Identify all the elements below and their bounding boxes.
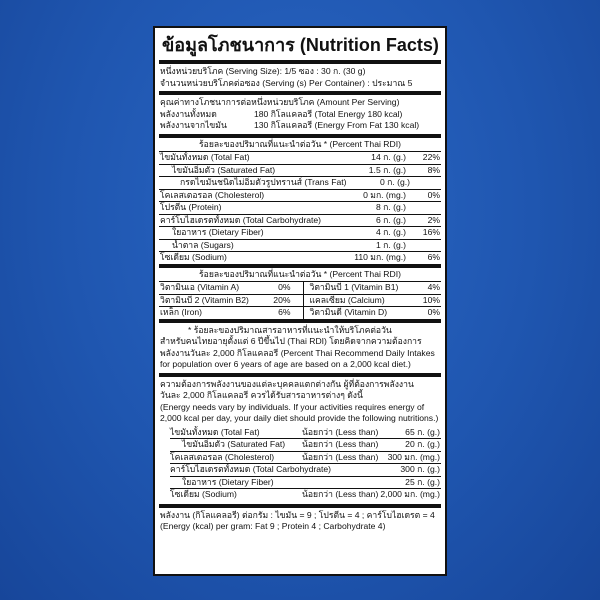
servings-per-container: จำนวนหน่วยบริโภคต่อซอง (Serving (s) Per Container) : ประมาณ 5 [160,77,413,88]
vitamin-label: เหล็ก (Iron) [160,307,202,317]
nutrient-amount: 6 ก. (g.) [375,214,406,225]
energy-value: 180 กิโลแคลอรี (Total Energy 180 kcal) [254,108,403,119]
vitamin-label: วิตามินเอ (Vitamin A) [160,282,240,292]
nutrient-row [160,190,440,202]
requirement-row [160,427,440,439]
nutrient-amount: 0 มก. (mg.) [363,189,406,200]
nutrient-row [160,240,440,252]
footnote-line: for population over 6 years of age are based on a 2,000 kcal diet.) [160,359,411,369]
nutrient-label: น้ำตาล (Sugars) [172,239,234,250]
footnote-line: สำหรับคนไทยอายุตั้งแต่ 6 ปีขึ้นไป (Thai RDI) โดยคิดจากความต้องการ [160,336,422,346]
nutrient-row [160,165,440,177]
vitamin-row [160,282,440,294]
nutrient-row [160,227,440,239]
vitamin-percent: 20% [273,294,291,305]
energy-per-gram-line: พลังงาน (กิโลแคลอรี) ต่อกรัม : ไขมัน = 9 ; โปรตีน = 4 ; คาร์โบไฮเดรต = 4 [160,509,435,520]
nutrient-row [160,152,440,164]
requirement-less-than [331,464,393,476]
vitamin-label: วิตามินบี 1 (Vitamin B1) [309,282,399,292]
footnote-line: * ร้อยละของปริมาณสารอาหารที่แนะนำให้บริโภคต่อวัน [188,324,392,335]
nutrient-percent: 6% [427,252,440,262]
footnote [160,323,440,373]
amount-section [160,95,440,134]
vitamin-cell [304,295,441,307]
nutrient-label: ไขมันทั้งหมด (Total Fat) [160,152,250,162]
vitamin-cell [160,307,304,319]
nutrient-amount: 8 ก. (g.) [375,202,406,212]
nutrient-label: ใยอาหาร (Dietary Fiber) [172,227,264,237]
nutrient-row [160,252,440,264]
requirement-label: ไขมันทั้งหมด (Total Fat) [170,426,260,437]
vitamin-row [160,295,440,307]
requirement-less-than: น้อยกว่า (Less than) [302,426,379,437]
energy-label: พลังงานทั้งหมด [160,108,217,119]
requirement-label: โคเลสเตอรอล (Cholesterol) [170,451,275,462]
nutrient-percent [406,240,440,252]
nutrient-amount: 4 ก. (g.) [375,227,406,237]
energy-per-gram-line: (Energy (kcal) per gram: Fat 9 ; Protein 4 ; Carbohydrate 4) [160,521,386,531]
nutrient-row [160,202,440,214]
vitamin-row [160,307,440,319]
vitamin-percent: 6% [278,307,291,317]
requirement-value: 2,000 มก. (mg.) [380,489,440,499]
rdi-header: ร้อยละของปริมาณที่แนะนำต่อวัน * (Percent Thai RDI) [199,138,401,149]
serving-section [160,64,440,91]
vitamin-percent: 10% [422,294,440,305]
nutrient-amount: 14 ก. (g.) [371,152,406,162]
requirement-row [160,489,440,501]
vitamin-list [160,282,440,319]
nutrient-list [160,152,440,264]
nutrient-label: คาร์โบไฮเดรตทั้งหมด (Total Carbohydrate) [160,214,322,225]
nutrient-label: ไขมันอิ่มตัว (Saturated Fat) [172,164,276,175]
nutrient-percent: 22% [422,152,440,162]
nutrient-percent: 8% [427,164,440,175]
nutrient-percent [406,202,440,214]
serving-size: หนึ่งหน่วยบริโภค (Serving Size): 1/5 ซอง : 30 ก. (30 g) [160,66,366,76]
vitamin-rdi-header: ร้อยละของปริมาณที่แนะนำต่อวัน * (Percent Thai RDI) [199,268,401,279]
requirement-less-than: น้อยกว่า (Less than) [302,489,379,499]
nutrient-percent: 2% [427,214,440,225]
nutrient-amount: 1 ก. (g.) [375,239,406,250]
requirement-value: 25 ก. (g.) [405,476,440,487]
requirement-less-than [302,477,380,489]
requirement-value: 20 ก. (g.) [405,439,440,449]
nutrient-row [160,215,440,227]
requirement-row [160,439,440,451]
energy-needs-line: ความต้องการพลังงานของแต่ละบุคคลแตกต่างกัน ผู้ที่ต้องการพลังงาน [160,378,414,389]
nutrient-label: โปรตีน (Protein) [160,202,222,212]
vitamin-label: วิตามินบี 2 (Vitamin B2) [160,294,249,305]
requirement-label: ใยอาหาร (Dietary Fiber) [182,476,274,487]
fat-energy-row [160,120,440,132]
vitamin-label: วิตามินดี (Vitamin D) [309,307,388,317]
energy-needs-text [160,377,440,427]
nutrient-percent [410,177,440,189]
requirement-less-than: น้อยกว่า (Less than) [302,451,379,462]
requirement-label: โซเดียม (Sodium) [170,489,237,499]
nutrient-amount: 0 ก. (g.) [379,177,411,187]
vitamin-cell [160,295,304,307]
vitamin-percent: 0% [278,282,291,292]
requirement-row [160,464,440,476]
energy-needs-line: วันละ 2,000 กิโลแคลอรี ควรได้รับสารอาหารต่างๆ ดังนี้ [160,390,363,400]
nutrient-label: กรดไขมันชนิดไม่อิ่มตัวรูปทรานส์ (Trans Fat) [180,177,347,187]
vitamin-label: แคลเซียม (Calcium) [309,294,385,305]
nutrient-amount: 110 มก. (mg.) [354,252,406,262]
vitamin-percent: 4% [427,282,440,292]
amount-header: คุณค่าทางโภชนาการต่อหนึ่งหน่วยบริโภค (Amount Per Serving) [160,97,400,107]
requirement-label: ไขมันอิ่มตัว (Saturated Fat) [182,439,286,449]
energy-needs-line: 2,000 kcal per day, your daily diet should provide the following nutritions.) [160,413,439,423]
requirement-row [160,477,440,489]
nutrient-percent: 16% [422,227,440,237]
fat-energy-label: พลังงานจากไขมัน [160,120,227,130]
requirement-label: คาร์โบไฮเดรตทั้งหมด (Total Carbohydrate) [170,464,332,474]
nutrient-amount: 1.5 ก. (g.) [368,164,406,175]
vitamin-cell [304,282,441,294]
vitamin-cell [160,282,304,294]
vitamin-cell [304,307,441,319]
nutrition-facts-panel [153,26,447,576]
total-energy-row [160,109,440,121]
requirement-value: 300 มก. (mg.) [387,451,440,462]
nutrient-row [160,177,440,189]
vitamin-percent: 0% [427,307,440,317]
nutrient-label: โซเดียม (Sodium) [160,252,227,262]
requirement-less-than: น้อยกว่า (Less than) [302,439,379,449]
nutrition-title: ข้อมูลโภชนาการ (Nutrition Facts) [162,35,439,55]
daily-requirements-list [160,427,440,501]
fat-energy-value: 130 กิโลแคลอรี (Energy From Fat 130 kcal) [254,120,420,130]
energy-per-gram [160,508,440,535]
nutrient-percent: 0% [427,189,440,200]
requirement-value: 300 ก. (g.) [400,464,440,474]
nutrient-label: โคเลสเตอรอล (Cholesterol) [160,189,265,200]
footnote-line: พลังงานวันละ 2,000 กิโลแคลอรี (Percent Thai Recommend Daily Intakes [160,347,435,358]
requirement-value: 65 ก. (g.) [405,426,440,437]
energy-needs-line: (Energy needs vary by individuals. If your activities requires energy of [160,401,425,412]
requirement-row [160,452,440,464]
